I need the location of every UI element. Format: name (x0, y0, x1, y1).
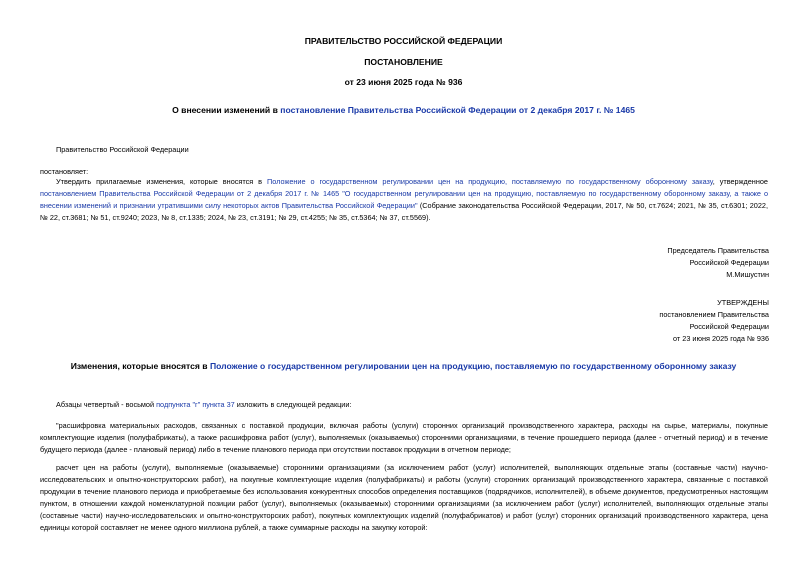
issuer-text: Правительство Российской Федерации (56, 145, 189, 154)
changes-intro (56, 399, 352, 411)
changes-paragraph-2: расчет цен на работы (услуги), выполняемые (оказываемые) сторонними организациями (за исключением работ (услуг) исполнителей, выполняющих отдельные этапы (составные части) научно-исследовательских и опытно-конструкторских работ), на покупные комплектующие изделия (полуфабрикаты) и работы (услуги) сторонних организаций производственного характера, связанные с поставкой продукции в течение планового периода и приобретаемые без использования конкурентных способов определения поставщиков (подрядчиков, исполнителей), в объеме документов, предусмотренных настоящим пунктом, в отношении каждой номенклатурной позиции работ (услуг), выполняемых (оказываемых) сторонними организациями (за исключением работ (услуг) исполнителей, выполняющих отдельные этапы (составные части) научно-исследовательских и опытно-конструкторских работ), покупных комплектующих изделий (полуфабрикатов) и работ (услуг) сторонних организаций производственного характера, цена единицы которой составляет не менее одного миллиона рублей, а также суммарные расходы на закупку которой: (40, 463, 768, 532)
clause-37-link[interactable]: подпункта "г" пункта 37 (156, 400, 235, 409)
government-heading: ПРАВИТЕЛЬСТВО РОССИЙСКОЙ ФЕДЕРАЦИИ (304, 36, 503, 46)
decree-paragraph (40, 176, 768, 224)
approval-line-3: Российской Федерации (689, 322, 769, 331)
signature-line-2: Российской Федерации (689, 258, 769, 267)
regulation-link[interactable]: Положение о государственном регулировании цен на продукцию, поставляемую по государственному оборонному заказу (266, 177, 713, 186)
changes-intro-text: Абзацы четвертый - восьмой (56, 400, 157, 409)
decree-paragraph-text-3: (Собрание законодательства Российской Федерации, 2017, № 50, ст.7624; 2021, № 35, ст.6301; 2022, № 22, ст.3681; № 51, ст.9240; 2023, № 8, ст.1335; 2024, № 23, ст.3191; № 29, ст.4255; № 35, ст.5364; № 37, ст.5569). (40, 201, 768, 222)
decree-verb: постановляет: (40, 167, 89, 176)
decree-1465-full-link[interactable]: постановлением Правительства Российской Федерации от 2 декабря 2017 г. № 1465 "О государственном регулировании цен на продукцию, поставляемую по государственному оборонному заказу, а также о внесении изменений и признании утратившими силу некоторых актов Правительства Российской Федерации" (40, 189, 768, 210)
changes-title-prefix: Изменения, которые вносятся в (70, 361, 210, 371)
approval-line-1: УТВЕРЖДЕНЫ (717, 298, 769, 307)
regulation-title-link[interactable]: Положение о государственном регулировании цен на продукцию, поставляемую по государственному оборонному заказу (209, 361, 737, 371)
decree-paragraph-text: Утвердить прилагаемые изменения, которые вносятся в (56, 177, 267, 186)
document-date-number: от 23 июня 2025 года № 936 (344, 77, 463, 87)
approval-line-4: от 23 июня 2025 года № 936 (673, 334, 769, 343)
approval-block (469, 297, 769, 345)
signature-name: М.Мишустин (726, 270, 769, 279)
changes-paragraph-1: "расшифровка материальных расходов, связанных с поставкой продукции, включая работы (услуги) сторонних организаций производственного характера, расходы на сырье, материалы, покупные комплектующие изделия (полуфабрикаты), а также расшифровка работ (услуг), выполняемых (оказываемых) сторонними организациями, в течение прошедшего периода (далее - отчетный период) и в течение будущего периода (далее - плановый период) либо в течение планового периода при отсутствии поставок продукции в отчетном периоде; (40, 421, 768, 454)
approval-line-2: постановлением Правительства (659, 310, 769, 319)
changes-intro-text-2: изложить в следующей редакции: (234, 400, 352, 409)
changes-title (0, 361, 807, 371)
document-title-prefix: О внесении изменений в (172, 105, 281, 115)
signature-line-1: Председатель Правительства (667, 246, 769, 255)
decree-paragraph-text-2: , утвержденное (712, 177, 768, 186)
decree-1465-link[interactable]: постановление Правительства Российской Федерации от 2 декабря 2017 г. № 1465 (280, 105, 635, 115)
signature-block (469, 245, 769, 281)
document-type: ПОСТАНОВЛЕНИЕ (364, 57, 443, 67)
document-title (0, 105, 807, 115)
